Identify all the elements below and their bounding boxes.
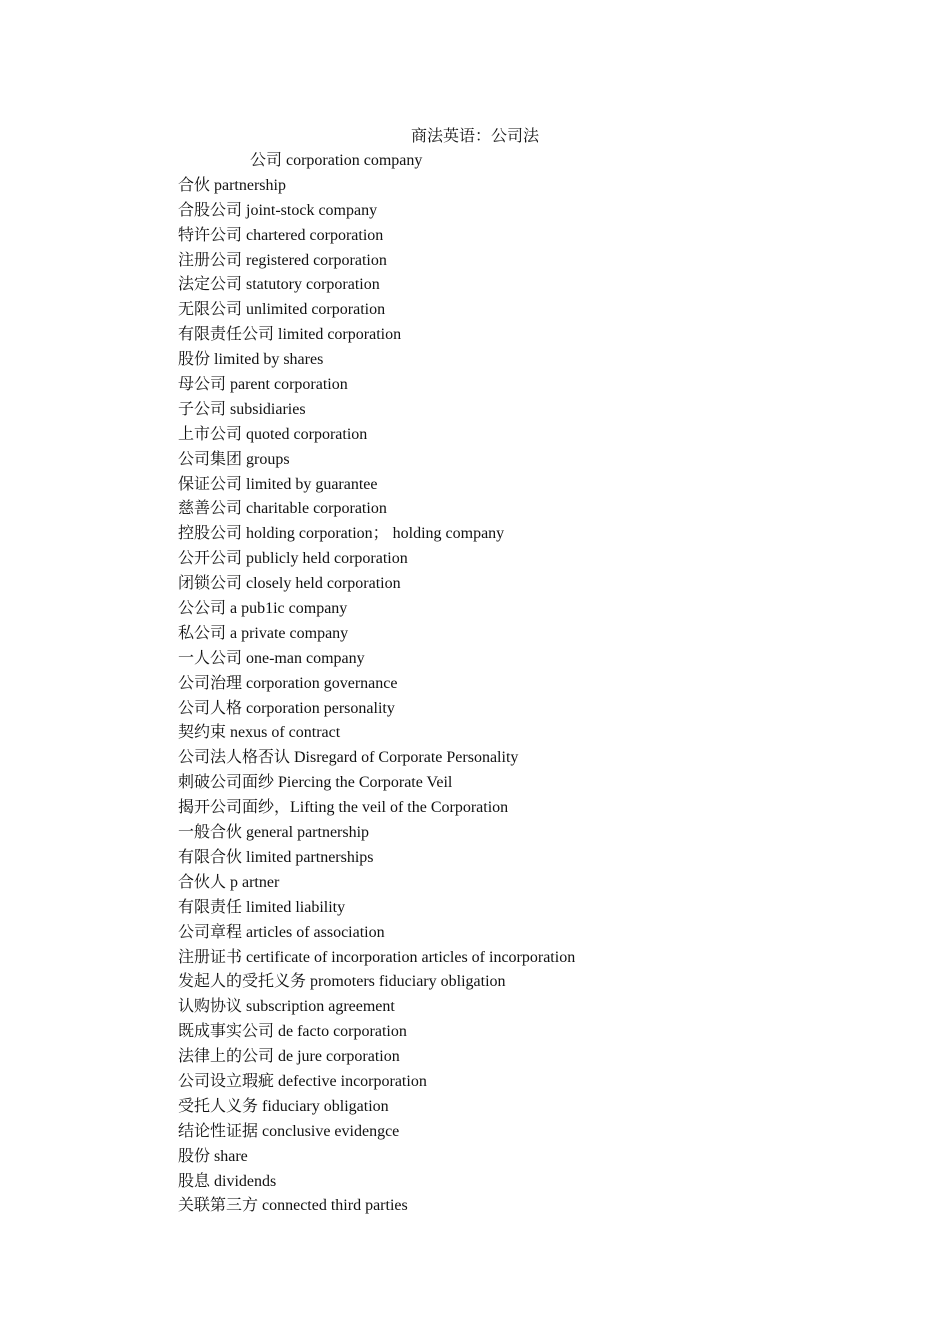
glossary-entry: 闭锁公司 closely held corporation [178,575,401,593]
page-title: 商法英语：公司法 [410,128,539,145]
glossary-entry: 合伙人 p artner [178,873,280,891]
glossary-entry: 公司 corporation company [250,152,423,169]
glossary-entry: 子公司 subsidiaries [178,400,306,418]
glossary-entry: 母公司 parent corporation [178,376,348,394]
glossary-entry: 控股公司 holding corporation； holding company [178,525,505,543]
glossary-entry: 既成事实公司 de facto corporation [178,1023,407,1041]
glossary-entry: 有限责任 limited liability [178,898,346,916]
glossary-entry: 法律上的公司 de jure corporation [178,1048,400,1066]
glossary-entry: 股份 share [178,1147,248,1165]
glossary-entry: 一人公司 one-man company [178,649,365,667]
glossary-entry: 合伙 partnership [178,176,286,194]
glossary-entry: 关联第三方 connected third parties [178,1197,408,1215]
glossary-entry: 契约束 nexus of contract [178,724,341,742]
glossary-entry: 合股公司 joint-stock company [178,201,378,219]
glossary-entry: 无限公司 unlimited corporation [178,301,386,319]
glossary-entry: 特许公司 chartered corporation [178,226,384,244]
glossary-entry: 公司章程 articles of association [178,923,385,941]
glossary-entry: 公司法人格否认 Disregard of Corporate Personality [178,749,519,767]
glossary-entry: 公司人格 corporation personality [178,699,395,717]
glossary-entry: 一般合伙 general partnership [178,824,370,842]
glossary-entry: 有限合伙 limited partnerships [178,848,374,866]
glossary-entry: 受托人义务 fiduciary obligation [178,1097,389,1115]
glossary-entry: 保证公司 limited by guarantee [178,475,378,493]
glossary-entry: 法定公司 statutory corporation [178,276,380,294]
glossary-entry: 慈善公司 charitable corporation [178,500,387,518]
glossary-list [178,149,878,1219]
glossary-entry: 公公司 a pub1ic company [178,600,348,618]
glossary-entry: 发起人的受托义务 promoters fiduciary obligation [178,973,506,991]
glossary-entry: 结论性证据 conclusive evidengce [178,1122,400,1140]
glossary-entry: 揭开公司面纱，Lifting the veil of the Corporation [178,799,509,817]
glossary-entry: 股息 dividends [178,1172,277,1190]
glossary-entry: 注册证书 certificate of incorporation articles of incorporation [178,948,576,966]
glossary-entry: 注册公司 registered corporation [178,251,387,269]
glossary-entry: 私公司 a private company [178,624,349,642]
glossary-entry: 上市公司 quoted corporation [178,425,368,443]
glossary-entry: 刺破公司面纱 Piercing the Corporate Veil [178,774,453,792]
glossary-entry: 公司集团 groups [178,450,290,468]
glossary-entry: 公司治理 corporation governance [178,674,398,692]
glossary-entry: 有限责任公司 limited corporation [178,326,402,344]
glossary-entry: 股份 limited by shares [178,351,324,369]
glossary-entry: 公开公司 publicly held corporation [178,550,408,568]
glossary-entry: 认购协议 subscription agreement [178,998,395,1016]
glossary-entry: 公司设立瑕疵 defective incorporation [178,1072,427,1090]
